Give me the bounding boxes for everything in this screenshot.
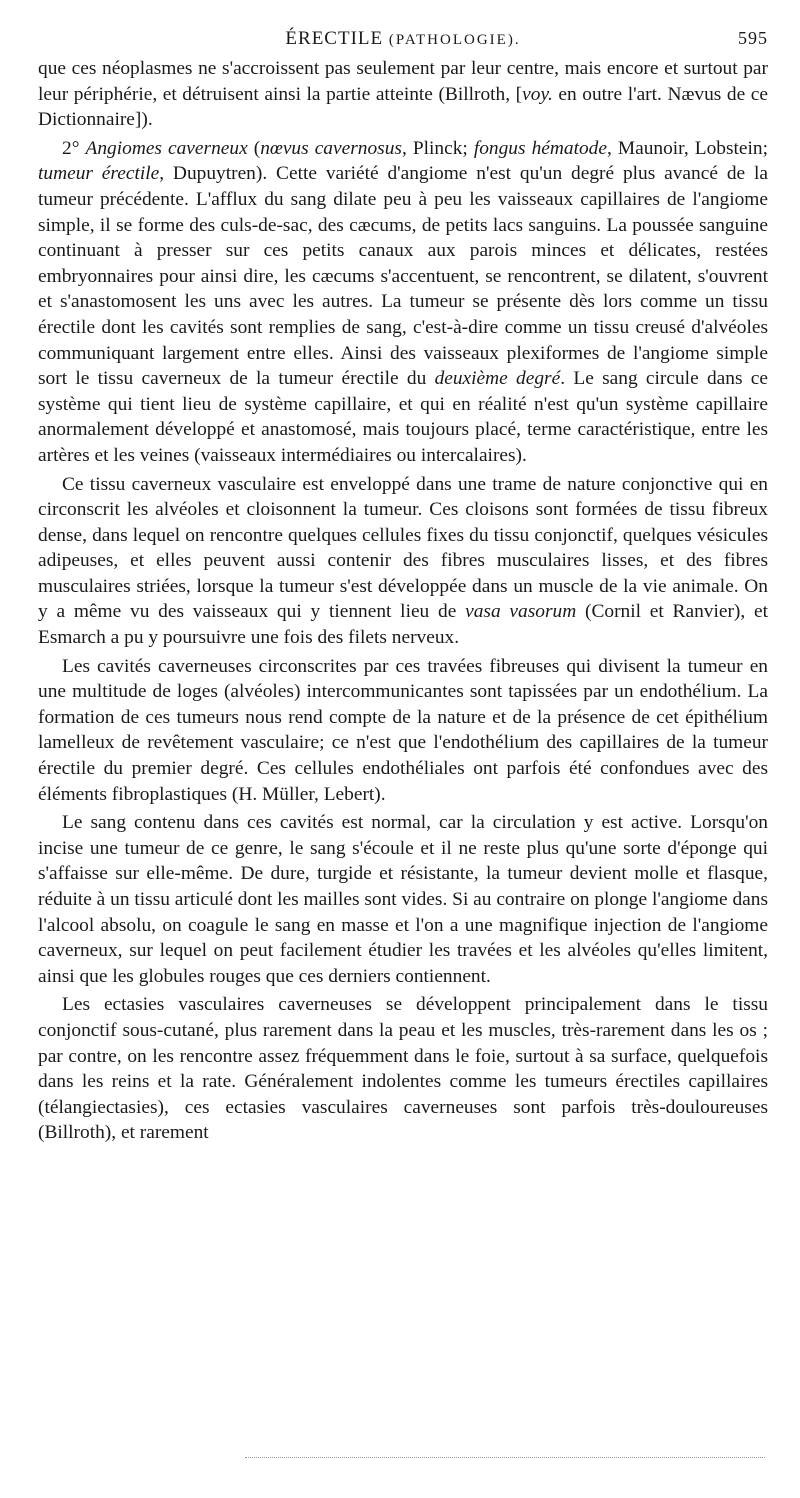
italic-text: deuxième degré	[434, 368, 561, 390]
text-run: (Cornil et Ranvier), et Esmarch a pu y poursuivre une fois des filets nerveux.	[38, 601, 768, 649]
text-run: en outre l'art. Nævus de ce Dictionnaire]).	[38, 83, 768, 131]
paragraph	[38, 992, 768, 1146]
italic-text: voy.	[522, 83, 553, 105]
text-run: Le sang contenu dans ces cavités est normal, car la circulation y est active. Lorsqu'on incise une tumeur de ce genre, le sang s'écoule et il ne reste plus qu'une sorte d'éponge qui s'affaisse sur elle-même. De dure, turgide et résistante, la tumeur devient molle et flasque, réduite à un tissu articulé dont les mailles sont vides. Si au contraire on plonge l'angiome dans l'alcool absolu, on coagule le sang en masse et l'on a une magnifique injection de l'angiome caverneux, sur lequel on peut facilement étudier les travées et les alvéoles qu'elles limitent, ainsi que les globules rouges que ces derniers contiennent.	[38, 812, 768, 987]
text-run: que ces néoplasmes ne s'accroissent pas seulement par leur centre, mais encore et surtout par leur périphérie, et détruisent ainsi la partie atteinte (Billroth, [	[38, 58, 768, 105]
italic-text: Angiomes caverneux	[85, 137, 248, 159]
text-run: , Dupuytren). Cette variété d'angiome n'est qu'un degré plus avancé de la tumeur précédente. L'afflux du sang dilate peu à peu les vaisseaux capillaires de l'angiome simple, il se forme des culs-de-sac, des cæcums, de petits lacs sanguins. La poussée sanguine continuant à presser sur ces petits canaux aux parois minces et délicates, restées embryonnaires pour ainsi dire, les cæcums s'accentuent, se rencontrent, se dilatent, s'ouvrent et s'anastomosent les uns avec les autres. La tumeur se présente dès lors comme un tissu érectile dont les cavités sont remplies de sang, c'est-à-dire comme un tissu creusé d'alvéoles communiquant largement entre elles. Ainsi des vaisseaux plexiformes de l'angiome simple sort le tissu caverneux de la tumeur érectile du	[38, 163, 768, 390]
running-title	[38, 28, 768, 50]
page-number: 595	[738, 28, 768, 48]
text-run: Les cavités caverneuses circonscrites par ces travées fibreuses qui divisent la tumeur en une multitude de loges (alvéoles) intercommunicantes sont tapissées par un endothélium. La formation de ces tumeurs nous rend compte de la nature et de la présence de cet épithélium lamelleux de revêtement vasculaire; ce n'est que l'endothélium des capillaires de la tumeur érectile du premier degré. Ces cellules endothéliales ont parfois été confondues avec des éléments fibroplastiques (H. Müller, Lebert).	[38, 655, 768, 805]
document-page	[38, 22, 768, 1146]
paragraph	[38, 136, 768, 469]
text-run: Les ectasies vasculaires caverneuses se développent principalement dans le tissu conjonctif sous-cutané, plus rarement dans la peau et les muscles, très-rarement dans les os ; par contre, on les rencontre assez fréquemment dans le foie, surtout à sa surface, quelquefois dans les reins et la rate. Généralement indolentes comme les tumeurs érectiles capillaires (télangiectasies), ces ectasies vasculaires caverneuses sont parfois très-douloureuses (Billroth), et rarement	[38, 994, 768, 1144]
paragraph	[38, 56, 768, 133]
text-run: Ce tissu caverneux vasculaire est enveloppé dans une trame de nature conjonctive qui en circonscrit les alvéoles et cloisonnent la tumeur. Ces cloisons sont formées de tissu fibreux dense, dans lequel on rencontre quelques cellules fixes du tissu conjonctif, quelques vésicules adipeuses, et elles peuvent aussi contenir des fibres musculaires lisses, et des fibres musculaires striées, lorsque la tumeur s'est développée dans un muscle de la vie animale. On y a même vu des vaisseaux qui y tiennent lieu de	[38, 473, 768, 623]
italic-text: fongus hématode	[473, 137, 607, 159]
paragraph	[38, 472, 768, 651]
italic-text: tumeur érectile	[38, 163, 160, 185]
text-run: . Le sang circule dans ce système qui tient lieu de système capillaire, et qui en réalité n'est qu'un système capillaire anormalement développé et anastomosé, mais toujours placé, terme caractéristique, entre les artères et les veines (vaisseaux intermédiaires ou intercalaires).	[38, 368, 768, 466]
italic-text: nœvus cavernosus	[260, 137, 402, 159]
body-text	[38, 56, 768, 1146]
footer-divider	[245, 1457, 765, 1458]
text-run: , Plinck;	[401, 137, 474, 159]
paragraph	[38, 654, 768, 808]
text-run: , Maunoir, Lobstein;	[606, 137, 768, 159]
running-title-subtitle: (PATHOLOGIE).	[388, 32, 521, 48]
paragraph	[38, 810, 768, 989]
text-run: 2°	[62, 137, 86, 159]
text-run: (	[247, 137, 261, 159]
running-title-main: ÉRECTILE	[285, 28, 384, 49]
running-header	[38, 22, 768, 56]
italic-text: vasa vasorum	[465, 601, 577, 623]
